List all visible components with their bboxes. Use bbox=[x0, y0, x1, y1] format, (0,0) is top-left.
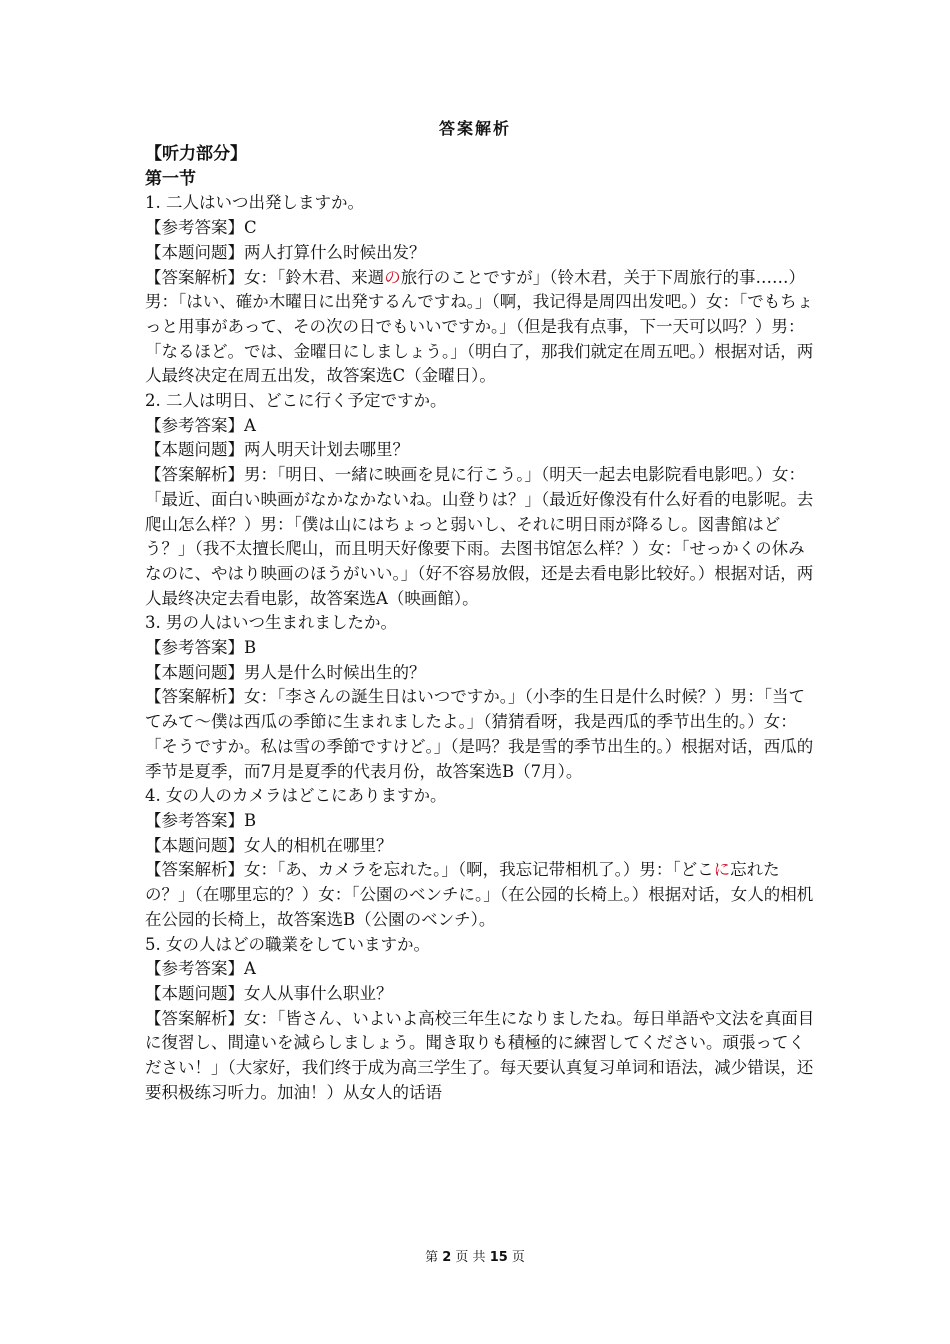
analysis-label: 【答案解析】 bbox=[145, 860, 244, 880]
question-line bbox=[145, 241, 815, 266]
section-heading: 【听力部分】 bbox=[145, 144, 247, 164]
page-number: 2 bbox=[442, 1250, 452, 1265]
question-label: 【本题问题】 bbox=[145, 835, 244, 855]
question-line bbox=[145, 834, 815, 859]
question-text: 女人从事什么职业？ bbox=[244, 983, 393, 1003]
analysis-label: 【答案解析】 bbox=[145, 465, 244, 485]
question-label: 【本题问题】 bbox=[145, 983, 244, 1003]
analysis-text: 忘れたの？」（在哪里忘的？）女：「公園のベンチに。」（在公园的长椅上。）根据对话，女人的相机在公园的长椅上，故答案选B（公園のベンチ）。 bbox=[145, 860, 814, 929]
footer-suffix: 页 bbox=[511, 1250, 525, 1265]
analysis-text: 女：「鈴木君、来週 bbox=[244, 267, 385, 287]
analysis-line bbox=[145, 858, 815, 932]
question-line bbox=[145, 438, 815, 463]
analysis-text: 男：「明日、一緒に映画を見に行こう。」（明天一起去电影院看电影吧。）女：「最近、面白い映画がなかなかないね。山登りは？」（最近好像没有什么好看的电影呢。去爬山怎么样？）男：「僕は山にはちょっと弱いし、それに明日雨が降るし。図書館はどう？」（我不太擅长爬山，而且明天好像要下雨。去图书馆怎么样？）女：「せっかくの休みなのに、やはり映画のほうがいい。」（好不容易放假，还是去看电影比较好。）根据对话，两人最终决定去看电影，故答案选A（映画館）。 bbox=[145, 465, 814, 608]
question-stem: 1. 二人はいつ出発しますか。 bbox=[145, 193, 364, 213]
answer-label: 【参考答案】 bbox=[145, 415, 244, 435]
analysis-label: 【答案解析】 bbox=[145, 267, 244, 287]
analysis-text: 女：「李さんの誕生日はいつですか。」（小李的生日是什么时候？）男：「当ててみて～僕は西瓜の季節に生まれましたよ。」（猜猜看呀，我是西瓜的季节出生的。）女：「そうですか。私は雪の季節ですけど。」（是吗？我是雪的季节出生的。）根据对话，西瓜的季节是夏季，而7月是夏季的代表月份，故答案选B（7月）。 bbox=[145, 687, 814, 781]
question-line bbox=[145, 982, 815, 1007]
question-stem: 2. 二人は明日、どこに行く予定ですか。 bbox=[145, 391, 447, 411]
answer-label: 【参考答案】 bbox=[145, 638, 244, 658]
answer-label: 【参考答案】 bbox=[145, 810, 244, 830]
page-total: 15 bbox=[489, 1250, 508, 1265]
footer-middle: 页 共 bbox=[455, 1250, 486, 1265]
question-label: 【本题问题】 bbox=[145, 662, 244, 682]
analysis-line bbox=[145, 266, 815, 390]
answer-label: 【参考答案】 bbox=[145, 218, 244, 238]
analysis-text: 旅行のことですが」（铃木君，关于下周旅行的事……）男：「はい、確か木曜日に出発するんですね。」（啊，我记得是周四出发吧。）女：「でもちょっと用事があって、その次の日でもいいですか。」（但是我有点事，下一天可以吗？）男：「なるほど。では、金曜日にしましょう。」（明白了，那我们就定在周五吧。）根据对话，两人最终决定在周五出发，故答案选C（金曜日）。 bbox=[145, 267, 814, 386]
question-stem: 5. 女の人はどの職業をしていますか。 bbox=[145, 934, 430, 954]
question-label: 【本题问题】 bbox=[145, 440, 244, 460]
analysis-line bbox=[145, 463, 815, 611]
answer-line bbox=[145, 216, 815, 241]
analysis-line bbox=[145, 1007, 815, 1106]
answer-label: 【参考答案】 bbox=[145, 959, 244, 979]
page-title: 答案解析 bbox=[438, 119, 511, 138]
answer-value: B bbox=[244, 810, 257, 830]
analysis-highlight: の bbox=[384, 267, 401, 287]
question-stem: 4. 女の人のカメラはどこにありますか。 bbox=[145, 786, 447, 806]
answer-value: C bbox=[244, 218, 257, 238]
footer-prefix: 第 bbox=[425, 1250, 439, 1265]
answer-line bbox=[145, 809, 815, 834]
answer-line bbox=[145, 636, 815, 661]
page-footer bbox=[0, 1246, 950, 1265]
subsection-heading: 第一节 bbox=[145, 168, 196, 189]
analysis-label: 【答案解析】 bbox=[145, 1008, 244, 1028]
question-text: 两人明天计划去哪里？ bbox=[244, 440, 409, 460]
answer-line bbox=[145, 414, 815, 439]
question-text: 女人的相机在哪里？ bbox=[244, 835, 393, 855]
document-body bbox=[145, 142, 815, 1105]
answer-value: A bbox=[244, 415, 256, 435]
answer-value: A bbox=[244, 959, 256, 979]
question-label: 【本题问题】 bbox=[145, 242, 244, 262]
question-text: 男人是什么时候出生的？ bbox=[244, 662, 426, 682]
answer-line bbox=[145, 957, 815, 982]
question-text: 两人打算什么时候出发？ bbox=[244, 242, 426, 262]
analysis-highlight: に bbox=[713, 860, 731, 880]
analysis-text: 女：「あ、カメラを忘れた。」（啊，我忘记带相机了。）男：「どこ bbox=[244, 860, 714, 880]
analysis-label: 【答案解析】 bbox=[145, 687, 244, 707]
analysis-line bbox=[145, 685, 815, 784]
answer-value: B bbox=[244, 638, 257, 658]
question-stem: 3. 男の人はいつ生まれましたか。 bbox=[145, 613, 397, 633]
analysis-text: 女：「皆さん、いよいよ高校三年生になりましたね。毎日単語や文法を真面目に復習し、間違いを減らしましょう。聞き取りも積極的に練習してください。頑張ってください！」（大家好，我们终于成为高三学生了。每天要认真复习单词和语法，减少错误，还要积极练习听力。加油！）从女人的话语 bbox=[145, 1008, 815, 1102]
question-line bbox=[145, 661, 815, 686]
